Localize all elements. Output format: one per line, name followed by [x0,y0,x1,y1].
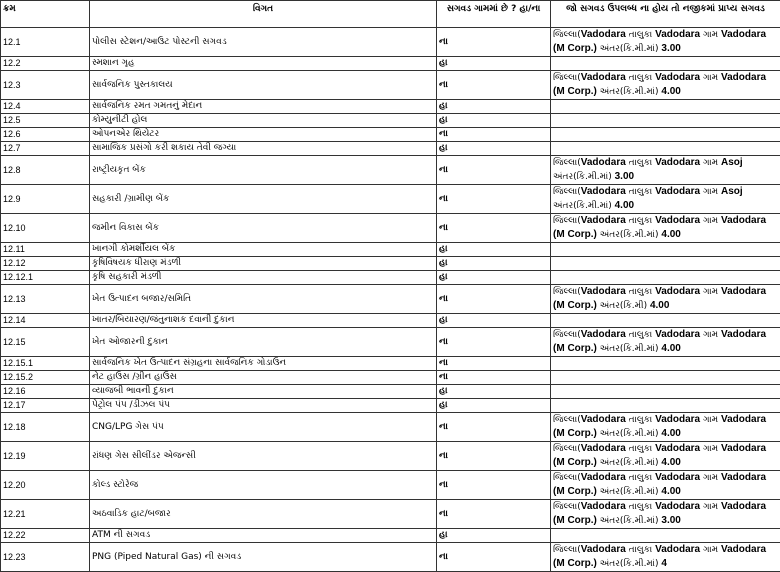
village-value: Vadodara (M Corp.) [553,501,766,526]
nearest-facility-info [551,285,780,314]
table-row [1,271,780,285]
facility-name: રાષ્ટ્રીયકૃત બેંક [90,156,437,185]
availability-answer: ના [437,328,551,357]
village-label: ગામ [703,330,718,340]
availability-answer: હા [437,142,551,156]
village-value: Vadodara (M Corp.) [553,215,766,240]
distance-label: અંતર(કિ.મી.માં) [600,559,659,569]
nearest-facility-info [551,442,780,471]
availability-answer: ના [437,543,551,572]
facility-name: ખેત ઉત્પાદન બજાર/સમિતિ [90,285,437,314]
nearest-facility-info [551,543,780,572]
table-row [1,71,780,100]
table-row [1,185,780,214]
taluka-value: Vadodara [655,186,700,197]
taluka-label: તાલુકા [629,330,653,340]
distance-value: 4.00 [615,200,634,211]
taluka-value: Vadodara [655,472,700,483]
table-row [1,114,780,128]
row-number: 12.21 [1,500,90,529]
district-label: જિલ્લા( [553,287,581,297]
row-number: 12.13 [1,285,90,314]
distance-label: અંતર(કિ.મી.માં) [600,44,659,54]
village-label: ગામ [703,473,718,483]
distance-label: અંતર(કિ.મી.માં) [600,516,659,526]
village-value: Vadodara (M Corp.) [553,329,766,354]
row-number: 12.20 [1,471,90,500]
availability-answer: ના [437,500,551,529]
taluka-label: તાલુકા [629,473,653,483]
village-value: Vadodara (M Corp.) [553,414,766,439]
facility-name: સાર્વજનિક ખેત ઉત્પાદન સંગ્રહના સાર્વજનિક ગોડાઉન [90,357,437,371]
table-body [1,28,780,572]
availability-answer: હા [437,114,551,128]
distance-value: 3.00 [661,43,680,54]
table-row [1,57,780,71]
village-label: ગામ [703,502,718,512]
row-number: 12.9 [1,185,90,214]
district-value: Vadodara [581,157,626,168]
nearest-facility-info [551,413,780,442]
distance-label: અંતર(કિ.મી.માં) [553,172,612,182]
facility-name: સહકારી /ગ્રામીણ બેંક [90,185,437,214]
availability-answer: ના [437,128,551,142]
village-value: Vadodara (M Corp.) [553,544,766,569]
distance-value: 4.00 [661,343,680,354]
facility-name: કોલ્ડ સ્ટોરેજ [90,471,437,500]
village-label: ગામ [703,545,718,555]
row-number: 12.16 [1,385,90,399]
availability-answer: ના [437,371,551,385]
district-label: જિલ્લા( [553,158,581,168]
nearest-facility-info [551,314,780,328]
village-label: ગામ [703,73,718,83]
district-value: Vadodara [581,72,626,83]
distance-label: અંતર(કિ.મી.માં) [600,230,659,240]
distance-value: 4.00 [650,300,669,311]
table-row [1,214,780,243]
row-number: 12.18 [1,413,90,442]
distance-value: 4 [661,558,667,569]
row-number: 12.22 [1,529,90,543]
availability-answer: ના [437,471,551,500]
header-num: ક્રમ [1,1,90,28]
taluka-value: Vadodara [655,29,700,40]
village-label: ગામ [703,187,718,197]
nearest-facility-info [551,100,780,114]
availability-answer: હા [437,399,551,413]
taluka-label: તાલુકા [629,444,653,454]
facility-name: જમીન વિકાસ બેંક [90,214,437,243]
table-row [1,328,780,357]
table-row [1,357,780,371]
district-label: જિલ્લા( [553,30,581,40]
nearest-facility-info [551,28,780,57]
district-value: Vadodara [581,414,626,425]
taluka-label: તાલુકા [629,287,653,297]
nearest-facility-info [551,385,780,399]
table-row [1,442,780,471]
availability-answer: ના [437,285,551,314]
district-label: જિલ્લા( [553,216,581,226]
distance-label: અંતર(કિ.મી.માં) [600,344,659,354]
row-number: 12.5 [1,114,90,128]
facility-name: CNG/LPG ગેસ પંપ [90,413,437,442]
row-number: 12.12 [1,257,90,271]
nearest-facility-info [551,142,780,156]
availability-answer: હા [437,243,551,257]
facility-name: કૃષિ સહકારી મંડળી [90,271,437,285]
row-number: 12.23 [1,543,90,572]
distance-value: 4.00 [661,86,680,97]
district-label: જિલ્લા( [553,415,581,425]
row-number: 12.8 [1,156,90,185]
nearest-facility-info [551,185,780,214]
availability-answer: ના [437,28,551,57]
row-number: 12.4 [1,100,90,114]
nearest-facility-info [551,257,780,271]
table-row [1,156,780,185]
taluka-value: Vadodara [655,286,700,297]
facility-name: સાર્વજનિક પુસ્તકાલય [90,71,437,100]
table-row [1,529,780,543]
nearest-facility-info [551,357,780,371]
village-label: ગામ [703,216,718,226]
row-number: 12.11 [1,243,90,257]
availability-answer: ના [437,71,551,100]
village-label: ગામ [703,415,718,425]
table-row [1,543,780,572]
village-value: Asoj [721,157,743,168]
distance-value: 3.00 [615,171,634,182]
table-row [1,243,780,257]
availability-answer: હા [437,385,551,399]
table-row [1,285,780,314]
nearest-facility-info [551,371,780,385]
nearest-facility-info [551,243,780,257]
district-value: Vadodara [581,544,626,555]
nearest-facility-info [551,328,780,357]
distance-value: 4.00 [661,229,680,240]
district-value: Vadodara [581,186,626,197]
row-number: 12.6 [1,128,90,142]
table-row [1,142,780,156]
taluka-value: Vadodara [655,414,700,425]
nearest-facility-info [551,71,780,100]
table-row [1,314,780,328]
nearest-facility-info [551,214,780,243]
availability-answer: હા [437,257,551,271]
nearest-facility-info [551,128,780,142]
facility-name: સ્મશાન ગૃહ [90,57,437,71]
district-label: જિલ્લા( [553,502,581,512]
taluka-value: Vadodara [655,443,700,454]
header-row [1,1,780,28]
village-label: ગામ [703,287,718,297]
village-value: Asoj [721,186,743,197]
availability-answer: હા [437,100,551,114]
table-row [1,257,780,271]
availability-answer: હા [437,529,551,543]
distance-value: 3.00 [661,515,680,526]
village-value: Vadodara (M Corp.) [553,472,766,497]
facility-name: PNG (Piped Natural Gas) ની સગવડ [90,543,437,572]
village-label: ગામ [703,158,718,168]
nearest-facility-info [551,399,780,413]
district-label: જિલ્લા( [553,187,581,197]
district-value: Vadodara [581,443,626,454]
village-value: Vadodara (M Corp.) [553,72,766,97]
district-value: Vadodara [581,215,626,226]
village-value: Vadodara (M Corp.) [553,286,766,311]
table-row [1,399,780,413]
distance-label: અંતર(કિ.મી.માં) [600,487,659,497]
district-label: જિલ્લા( [553,73,581,83]
distance-label: અંતર(કિ.મી.માં) [600,458,659,468]
taluka-label: તાલુકા [629,158,653,168]
row-number: 12.7 [1,142,90,156]
header-nearest: જો સગવડ ઉપલબ્ધ ના હોય તો નજીકમાં પ્રાપ્ય સગવડ [551,1,780,28]
district-value: Vadodara [581,29,626,40]
taluka-value: Vadodara [655,215,700,226]
taluka-value: Vadodara [655,501,700,512]
table-row [1,385,780,399]
distance-label: અંતર(કિ.મી.માં) [553,201,612,211]
nearest-facility-info [551,57,780,71]
facility-name: ખાતર/બિયારણ/જંતુનાશક દવાની દુકાન [90,314,437,328]
table-row [1,128,780,142]
taluka-label: તાલુકા [629,545,653,555]
taluka-value: Vadodara [655,72,700,83]
district-value: Vadodara [581,501,626,512]
district-value: Vadodara [581,472,626,483]
row-number: 12.17 [1,399,90,413]
row-number: 12.12.1 [1,271,90,285]
row-number: 12.14 [1,314,90,328]
distance-label: અંતર(કિ.મી.માં) [600,429,659,439]
table-row [1,28,780,57]
availability-answer: ના [437,156,551,185]
facility-name: ખેત ઓજારની દુકાન [90,328,437,357]
availability-answer: ના [437,413,551,442]
village-label: ગામ [703,444,718,454]
facility-name: અઠવાડિક હાટ/બજાર [90,500,437,529]
taluka-label: તાલુકા [629,73,653,83]
table-row [1,100,780,114]
distance-value: 4.00 [661,486,680,497]
district-value: Vadodara [581,286,626,297]
facility-name: નેટ હાઉસ /ગ્રીન હાઉસ [90,371,437,385]
village-label: ગામ [703,30,718,40]
row-number: 12.19 [1,442,90,471]
nearest-facility-info [551,500,780,529]
taluka-label: તાલુકા [629,187,653,197]
district-value: Vadodara [581,329,626,340]
distance-value: 4.00 [661,428,680,439]
availability-answer: હા [437,314,551,328]
table-row [1,500,780,529]
nearest-facility-info [551,529,780,543]
district-label: જિલ્લા( [553,444,581,454]
row-number: 12.1 [1,28,90,57]
facility-name: કોમ્યુનીટી હોલ [90,114,437,128]
nearest-facility-info [551,114,780,128]
row-number: 12.2 [1,57,90,71]
taluka-value: Vadodara [655,544,700,555]
row-number: 12.3 [1,71,90,100]
availability-answer: ના [437,214,551,243]
facility-name: કૃષિવિષયક ધીરાણ મંડળી [90,257,437,271]
village-value: Vadodara (M Corp.) [553,29,766,54]
row-number: 12.15.1 [1,357,90,371]
table-row [1,371,780,385]
facility-name: પેટ્રોલ પંપ /ડીઝલ પંપ [90,399,437,413]
distance-label: અંતર(કિ.મી.માં) [600,87,659,97]
facility-name: ખાનગી કોમર્શીયલ બેંક [90,243,437,257]
district-label: જિલ્લા( [553,545,581,555]
distance-value: 4.00 [661,457,680,468]
taluka-label: તાલુકા [629,216,653,226]
facility-name: ATM ની સગવડ [90,529,437,543]
district-label: જિલ્લા( [553,473,581,483]
row-number: 12.10 [1,214,90,243]
nearest-facility-info [551,271,780,285]
taluka-label: તાલુકા [629,502,653,512]
nearest-facility-info [551,471,780,500]
row-number: 12.15 [1,328,90,357]
village-value: Vadodara (M Corp.) [553,443,766,468]
availability-answer: હા [437,271,551,285]
taluka-label: તાલુકા [629,30,653,40]
table-row [1,471,780,500]
facility-name: ઓપનએર થિયેટર [90,128,437,142]
taluka-value: Vadodara [655,329,700,340]
availability-answer: ના [437,357,551,371]
header-available: સગવડ ગામમાં છે ? હા/ના [437,1,551,28]
nearest-facility-info [551,156,780,185]
table-row [1,413,780,442]
facility-name: રાંધણ ગેસ સીલીંડર એજન્સી [90,442,437,471]
row-number: 12.15.2 [1,371,90,385]
availability-answer: હા [437,57,551,71]
availability-answer: ના [437,185,551,214]
availability-answer: ના [437,442,551,471]
facility-name: પોલીસ સ્ટેશન/આઉટ પોસ્ટની સગવડ [90,28,437,57]
district-label: જિલ્લા( [553,330,581,340]
distance-label: અંતર(કિ.મી) [600,301,647,311]
taluka-value: Vadodara [655,157,700,168]
facility-name: સામાજિક પ્રસંગો કરી શકાય તેવી જગ્યા [90,142,437,156]
facility-name: સાર્વજનિક રમત ગમતનું મેદાન [90,100,437,114]
header-facility: વિગત [90,1,437,28]
taluka-label: તાલુકા [629,415,653,425]
facility-name: વ્યાજબી ભાવની દુકાન [90,385,437,399]
